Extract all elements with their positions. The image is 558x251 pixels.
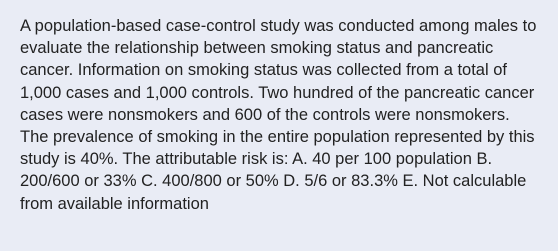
question-text: A population-based case-control study was conducted among males to evaluate the relationship between smoking status and pancreatic cancer. Information on smoking status was collected from a total of 1,000 cases and 1,000 controls. Two hundred of the pancreatic cancer cases were nonsmokers and 600 of the controls were nonsmokers. The prevalence of smoking in the entire population represented by this study is 40%. The attributable risk is: A. 40 per 100 population B. 200/600 or 33% C. 400/800 or 50% D. 5/6 or 83.3% E. Not calculable from available information	[20, 17, 537, 213]
